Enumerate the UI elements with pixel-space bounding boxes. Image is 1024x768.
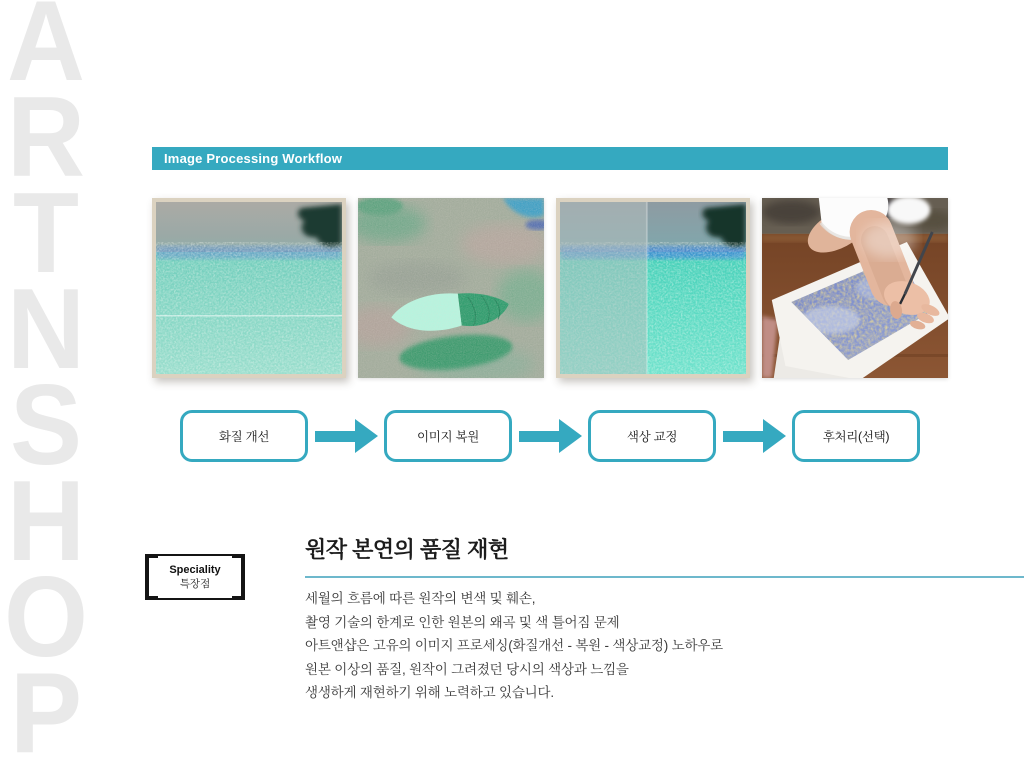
watermark-letter: O: [3, 552, 88, 681]
workflow-diagram: [152, 408, 948, 464]
workflow-step-restoration: 이미지 복원: [384, 410, 512, 462]
watermark-letter: T: [13, 168, 79, 297]
process-image-post-processing: [762, 198, 948, 378]
arrow-head: [559, 419, 582, 453]
speciality-section: [305, 536, 1024, 705]
section-header-title: Image Processing Workflow: [164, 151, 343, 166]
process-image-quality-enhancement: [152, 198, 346, 378]
process-image-restoration: [358, 198, 544, 378]
body-line: 생생하게 재현하기 위해 노력하고 있습니다.: [305, 685, 554, 700]
workflow-step-color: 색상 교정: [588, 410, 716, 462]
workflow-step-quality: 화질 개선: [180, 410, 308, 462]
flow-arrow-icon: [512, 419, 588, 453]
arrow-shaft: [519, 431, 559, 442]
body-line: 촬영 기술의 한계로 인한 원본의 왜곡 및 색 틀어짐 문제: [305, 614, 620, 630]
artnshop-watermark: [0, 0, 92, 768]
watermark-letter: H: [7, 456, 85, 585]
process-image-color-correction: [556, 198, 750, 378]
watermark-letter: S: [9, 360, 83, 489]
watermark-letter: A: [7, 0, 85, 105]
watermark-letter: R: [7, 72, 85, 201]
body-line: 아트앤샵은 고유의 이미지 프로세싱(화질개선 - 복원 - 색상교정) 노하우로: [305, 638, 723, 653]
speciality-label-ko: 특장점: [179, 578, 211, 590]
watermark-letter: P: [9, 648, 83, 768]
speciality-label-en: Speciality: [169, 564, 221, 576]
arrow-head: [355, 419, 378, 453]
workflow-step-postprocess: 후처리(선택): [792, 410, 920, 462]
process-images-row: [152, 198, 948, 378]
watermark-letter: N: [7, 264, 85, 393]
arrow-shaft: [315, 431, 355, 442]
section-title: 원작 본연의 품질 재현: [305, 537, 509, 562]
section-body: [305, 587, 1024, 705]
flow-arrow-icon: [716, 419, 792, 453]
section-divider: [305, 576, 1024, 578]
body-line: 원본 이상의 품질, 원작이 그려졌던 당시의 색상과 느낌을: [305, 661, 629, 677]
arrow-head: [763, 419, 786, 453]
arrow-shaft: [723, 431, 763, 442]
body-line: 세월의 흐름에 따른 원작의 변색 및 훼손,: [305, 591, 536, 606]
speciality-badge: [145, 554, 245, 600]
flow-arrow-icon: [308, 419, 384, 453]
section-header-bar: [152, 147, 948, 170]
